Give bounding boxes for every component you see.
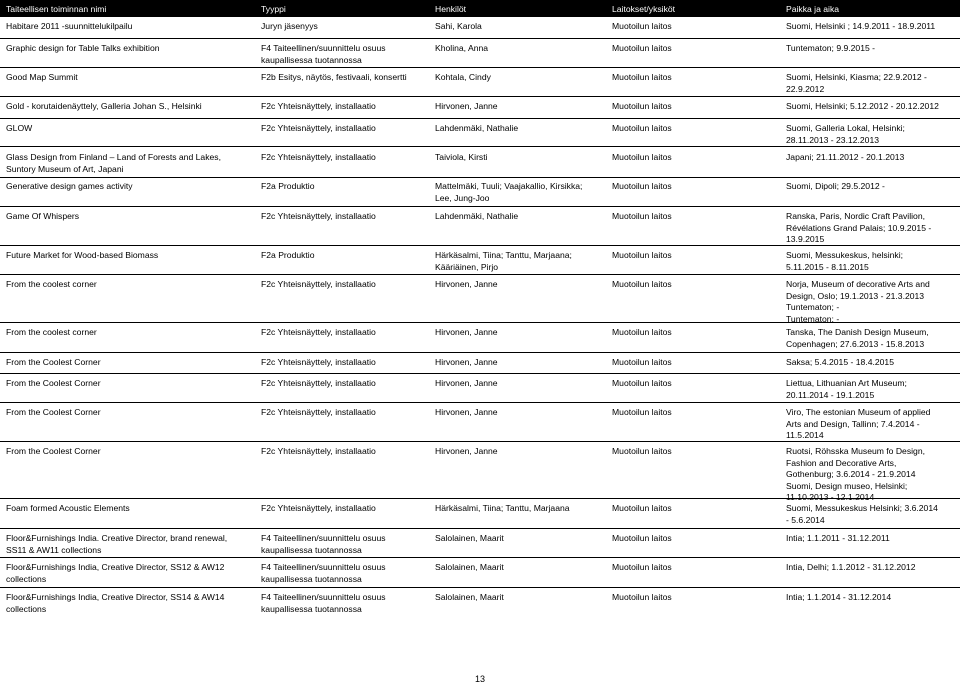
cell-unit-line: Muotoilun laitos: [612, 357, 672, 367]
header-type: Tyyppi: [261, 4, 286, 14]
cell-name-line: collections: [6, 573, 47, 584]
cell-type-line: F2c Yhteisnäyttely, installaatio: [261, 357, 376, 367]
cell-unit-line: Muotoilun laitos: [612, 72, 672, 82]
cell-place-line: Liettua, Lithuanian Art Museum;: [786, 378, 907, 388]
cell-name-line: Habitare 2011 -suunnittelukilpailu: [6, 21, 133, 31]
cell-persons-line: Salolainen, Maarit: [435, 592, 504, 602]
cell-name-line: From the coolest corner: [6, 279, 97, 289]
row-divider: [0, 587, 960, 588]
row-divider: [0, 352, 960, 353]
cell-name-line: Generative design games activity: [6, 181, 133, 191]
cell-place-line: Fashion and Decorative Arts,: [786, 457, 897, 468]
row-divider: [0, 557, 960, 558]
cell-place-line: 20.11.2014 - 19.1.2015: [786, 389, 875, 400]
cell-unit-line: Muotoilun laitos: [612, 250, 672, 260]
cell-persons: [435, 279, 498, 291]
cell-persons-line: Sahi, Karola: [435, 21, 482, 31]
cell-unit-line: Muotoilun laitos: [612, 152, 672, 162]
cell-place: [786, 250, 903, 273]
cell-place-line: Copenhagen; 27.6.2013 - 15.8.2013: [786, 338, 925, 349]
cell-persons-line: Hirvonen, Janne: [435, 407, 498, 417]
cell-place-line: Suomi, Helsinki, Kiasma; 22.9.2012 -: [786, 72, 927, 82]
cell-persons-line: Lahdenmäki, Nathalie: [435, 211, 519, 221]
cell-type: [261, 562, 386, 585]
cell-unit-line: Muotoilun laitos: [612, 21, 672, 31]
cell-place-line: - 5.6.2014: [786, 514, 825, 525]
header-unit: Laitokset/yksiköt: [612, 4, 676, 14]
cell-type: [261, 152, 376, 164]
cell-persons-line: Hirvonen, Janne: [435, 279, 498, 289]
cell-place: [786, 72, 927, 95]
cell-place: [786, 21, 935, 33]
cell-persons: [435, 101, 498, 113]
cell-place-line: Suomi, Design museo, Helsinki;: [786, 480, 908, 491]
cell-place: [786, 407, 930, 442]
cell-type: [261, 327, 376, 339]
cell-place: [786, 357, 894, 369]
cell-unit-line: Muotoilun laitos: [612, 446, 672, 456]
cell-place-line: 22.9.2012: [786, 83, 825, 94]
cell-type: [261, 378, 376, 390]
cell-unit-line: Muotoilun laitos: [612, 503, 672, 513]
cell-name-line: Floor&Furnishings India, Creative Director, SS14 & AW14: [6, 592, 225, 602]
cell-name: [6, 152, 221, 175]
cell-persons: [435, 378, 498, 390]
cell-name-line: collections: [6, 603, 47, 614]
cell-place: [786, 123, 905, 146]
cell-unit-line: Muotoilun laitos: [612, 592, 672, 602]
cell-name-line: Foam formed Acoustic Elements: [6, 503, 130, 513]
cell-place: [786, 43, 875, 55]
cell-type: [261, 446, 376, 458]
cell-name: [6, 378, 101, 390]
cell-unit-line: Muotoilun laitos: [612, 562, 672, 572]
cell-persons-line: Kohtala, Cindy: [435, 72, 491, 82]
cell-place-line: 11.5.2014: [786, 430, 824, 440]
cell-persons-line: Hirvonen, Janne: [435, 446, 498, 456]
cell-unit-line: Muotoilun laitos: [612, 279, 672, 289]
page-number: 13: [474, 674, 485, 684]
cell-name-line: Suntory Museum of Art, Japani: [6, 163, 124, 174]
cell-name-line: Floor&Furnishings India, Creative Director, SS12 & AW12: [6, 562, 225, 572]
cell-unit-line: Muotoilun laitos: [612, 101, 672, 111]
cell-type: [261, 72, 407, 84]
cell-name: [6, 123, 32, 135]
cell-unit: [612, 592, 672, 604]
cell-type-line: F4 Taiteellinen/suunnittelu osuus: [261, 43, 386, 53]
row-divider: [0, 373, 960, 374]
cell-name: [6, 562, 224, 585]
cell-unit: [612, 327, 672, 339]
cell-persons: [435, 72, 491, 84]
cell-type-line: F4 Taiteellinen/suunnittelu osuus: [261, 533, 386, 543]
cell-type-line: F2c Yhteisnäyttely, installaatio: [261, 407, 376, 417]
cell-type-line: kaupallisessa tuotannossa: [261, 573, 362, 584]
cell-type: [261, 279, 376, 291]
cell-name: [6, 250, 158, 262]
row-divider: [0, 177, 960, 178]
cell-type: [261, 211, 376, 223]
cell-name-line: From the Coolest Corner: [6, 378, 101, 388]
cell-type: [261, 592, 386, 615]
cell-persons: [435, 123, 518, 135]
cell-unit: [612, 446, 672, 458]
cell-type-line: F2b Esitys, näytös, festivaali, konsertti: [261, 72, 407, 82]
cell-type-line: F2c Yhteisnäyttely, installaatio: [261, 101, 376, 111]
cell-type-line: Juryn jäsenyys: [261, 21, 318, 31]
cell-name: [6, 446, 101, 458]
cell-persons: [435, 152, 488, 164]
cell-place-line: 5.11.2015 - 8.11.2015: [786, 261, 869, 272]
cell-place-line: Suomi, Helsinki ; 14.9.2011 - 18.9.2011: [786, 21, 936, 31]
cell-name: [6, 357, 101, 369]
cell-unit: [612, 407, 672, 419]
cell-place-line: Suomi, Galleria Lokal, Helsinki;: [786, 123, 905, 133]
cell-type: [261, 101, 376, 113]
cell-unit-line: Muotoilun laitos: [612, 211, 672, 221]
cell-type-line: F2c Yhteisnäyttely, installaatio: [261, 327, 376, 337]
cell-type-line: F2c Yhteisnäyttely, installaatio: [261, 211, 376, 221]
cell-persons-line: Hirvonen, Janne: [435, 327, 498, 337]
cell-persons-line: Salolainen, Maarit: [435, 533, 504, 543]
cell-name-line: From the Coolest Corner: [6, 407, 101, 417]
cell-persons: [435, 327, 498, 339]
cell-type: [261, 181, 315, 193]
row-divider: [0, 38, 960, 39]
cell-persons-line: Salolainen, Maarit: [435, 562, 504, 572]
cell-place-line: Intia, Delhi; 1.1.2012 - 31.12.2012: [786, 562, 916, 572]
cell-persons-line: Kääriäinen, Pirjo: [435, 261, 499, 272]
cell-persons-line: Härkäsalmi, Tiina; Tanttu, Marjaana: [435, 503, 570, 513]
cell-place-line: Ranska, Paris, Nordic Craft Pavilion,: [786, 211, 925, 221]
cell-place-line: Suomi, Messukeskus Helsinki; 3.6.2014: [786, 503, 938, 513]
cell-name: [6, 503, 130, 515]
header-name: Taiteellisen toiminnan nimi: [6, 4, 107, 14]
cell-type: [261, 21, 318, 33]
cell-type-line: F4 Taiteellinen/suunnittelu osuus: [261, 562, 386, 572]
cell-name-line: Floor&Furnishings India. Creative Director, brand renewal,: [6, 533, 228, 543]
cell-persons: [435, 407, 498, 419]
cell-place: [786, 446, 925, 504]
cell-place: [786, 181, 885, 193]
cell-unit: [612, 152, 672, 164]
cell-persons: [435, 562, 504, 574]
cell-place-line: Ruotsi, Röhsska Museum fo Design,: [786, 446, 925, 456]
cell-place: [786, 101, 939, 113]
cell-persons: [435, 533, 504, 545]
cell-unit: [612, 279, 672, 291]
cell-place: [786, 562, 915, 574]
cell-persons: [435, 357, 498, 369]
cell-name: [6, 592, 224, 615]
cell-name: [6, 101, 202, 113]
row-divider: [0, 118, 960, 119]
cell-persons: [435, 21, 482, 33]
cell-unit-line: Muotoilun laitos: [612, 407, 672, 417]
cell-type: [261, 250, 315, 262]
cell-place: [786, 327, 929, 350]
cell-name: [6, 72, 78, 84]
cell-place-line: Tanska, The Danish Design Museum,: [786, 327, 929, 337]
cell-place-line: Suomi, Messukeskus, helsinki;: [786, 250, 904, 260]
cell-type-line: F2a Produktio: [261, 250, 315, 260]
table-header: [0, 0, 960, 17]
cell-type-line: F2a Produktio: [261, 181, 315, 191]
cell-type-line: F2c Yhteisnäyttely, installaatio: [261, 123, 376, 133]
cell-type: [261, 503, 376, 515]
cell-name: [6, 21, 132, 33]
cell-place-line: Norja, Museum of decorative Arts and: [786, 279, 930, 289]
cell-place-line: Intia; 1.1.2011 - 31.12.2011: [786, 533, 890, 543]
cell-unit-line: Muotoilun laitos: [612, 378, 672, 388]
cell-unit: [612, 503, 672, 515]
cell-type: [261, 357, 376, 369]
cell-persons-line: Hirvonen, Janne: [435, 378, 498, 388]
cell-persons: [435, 250, 572, 273]
cell-name: [6, 211, 79, 223]
cell-name-line: Good Map Summit: [6, 72, 78, 82]
cell-unit: [612, 378, 672, 390]
cell-name-line: GLOW: [6, 123, 33, 133]
row-divider: [0, 146, 960, 147]
cell-place-line: Tuntematon; 9.9.2015 -: [786, 43, 876, 53]
cell-unit: [612, 533, 672, 545]
cell-name-line: SS11 & AW11 collections: [6, 544, 102, 555]
cell-type-line: kaupallisessa tuotannossa: [261, 54, 362, 65]
cell-place-line: Tuntematon; -: [786, 313, 840, 324]
cell-name-line: From the coolest corner: [6, 327, 97, 337]
row-divider: [0, 96, 960, 97]
cell-place: [786, 378, 907, 401]
cell-unit: [612, 211, 672, 223]
row-divider: [0, 528, 960, 529]
cell-name: [6, 533, 227, 556]
cell-name-line: From the Coolest Corner: [6, 357, 101, 367]
cell-type-line: kaupallisessa tuotannossa: [261, 603, 362, 614]
cell-persons-line: Hirvonen, Janne: [435, 101, 498, 111]
cell-place: [786, 533, 890, 545]
cell-place-line: Viro, The estonian Museum of applied: [786, 407, 931, 417]
cell-unit: [612, 72, 672, 84]
row-divider: [0, 402, 960, 403]
cell-persons-line: Taiviola, Kirsti: [435, 152, 488, 162]
cell-type-line: F2c Yhteisnäyttely, installaatio: [261, 378, 376, 388]
cell-name: [6, 327, 97, 339]
cell-type: [261, 123, 376, 135]
cell-name-line: Glass Design from Finland – Land of Forests and Lakes,: [6, 152, 221, 162]
cell-place-line: Révélations Grand Palais; 10.9.2015 -: [786, 222, 932, 233]
cell-name-line: Future Market for Wood-based Biomass: [6, 250, 159, 260]
cell-name-line: Game Of Whispers: [6, 211, 80, 221]
cell-persons: [435, 503, 570, 515]
cell-unit: [612, 43, 672, 55]
cell-type-line: F4 Taiteellinen/suunnittelu osuus: [261, 592, 386, 602]
cell-name-line: Graphic design for Table Talks exhibition: [6, 43, 160, 53]
cell-place: [786, 592, 891, 604]
cell-place-line: Japani; 21.11.2012 - 20.1.2013: [786, 152, 905, 162]
cell-persons-line: Hirvonen, Janne: [435, 357, 498, 367]
cell-unit-line: Muotoilun laitos: [612, 43, 672, 53]
cell-place-line: Saksa; 5.4.2015 - 18.4.2015: [786, 357, 894, 367]
cell-persons: [435, 43, 488, 55]
cell-unit: [612, 250, 672, 262]
cell-place-line: Gothenburg; 3.6.2014 - 21.9.2014: [786, 469, 916, 479]
cell-type-line: F2c Yhteisnäyttely, installaatio: [261, 503, 376, 513]
cell-unit: [612, 357, 672, 369]
cell-place-line: 11.10.2013 - 12.1.2014: [786, 492, 875, 502]
cell-place-line: Tuntematon; -: [786, 302, 840, 312]
cell-type-line: F2c Yhteisnäyttely, installaatio: [261, 446, 376, 456]
cell-place-line: Suomi, Helsinki; 5.12.2012 - 20.12.2012: [786, 101, 939, 111]
cell-place-line: Suomi, Dipoli; 29.5.2012 -: [786, 181, 885, 191]
cell-persons: [435, 211, 518, 223]
cell-persons-line: Lee, Jung-Joo: [435, 192, 490, 203]
cell-name: [6, 407, 101, 419]
cell-persons: [435, 592, 504, 604]
cell-persons: [435, 446, 498, 458]
cell-type-line: F2c Yhteisnäyttely, installaatio: [261, 152, 376, 162]
cell-place-line: Arts and Design, Tallinn; 7.4.2014 -: [786, 418, 920, 429]
cell-unit-line: Muotoilun laitos: [612, 533, 672, 543]
cell-place: [786, 503, 938, 526]
cell-type-line: F2c Yhteisnäyttely, installaatio: [261, 279, 376, 289]
cell-persons-line: Härkäsalmi, Tiina; Tanttu, Marjaana;: [435, 250, 572, 260]
cell-unit: [612, 101, 672, 113]
cell-type: [261, 407, 376, 419]
cell-unit: [612, 21, 672, 33]
cell-place-line: Intia; 1.1.2014 - 31.12.2014: [786, 592, 892, 602]
cell-persons: [435, 181, 582, 204]
cell-place: [786, 152, 904, 164]
row-divider: [0, 206, 960, 207]
cell-unit: [612, 181, 672, 193]
cell-unit: [612, 562, 672, 574]
cell-persons-line: Kholina, Anna: [435, 43, 489, 53]
cell-place-line: 13.9.2015: [786, 234, 825, 244]
row-divider: [0, 67, 960, 68]
cell-unit-line: Muotoilun laitos: [612, 327, 672, 337]
row-divider: [0, 274, 960, 275]
cell-place: [786, 279, 930, 325]
cell-name: [6, 43, 160, 55]
header-place: Paikka ja aika: [786, 4, 840, 14]
header-persons: Henkilöt: [435, 4, 467, 14]
cell-persons-line: Lahdenmäki, Nathalie: [435, 123, 519, 133]
cell-unit: [612, 123, 672, 135]
cell-unit-line: Muotoilun laitos: [612, 123, 672, 133]
cell-name-line: From the Coolest Corner: [6, 446, 101, 456]
cell-name: [6, 279, 97, 291]
cell-name: [6, 181, 133, 193]
cell-type-line: kaupallisessa tuotannossa: [261, 544, 362, 555]
cell-unit-line: Muotoilun laitos: [612, 181, 672, 191]
cell-place: [786, 211, 931, 246]
cell-place-line: 28.11.2013 - 23.12.2013: [786, 134, 880, 145]
cell-persons-line: Mattelmäki, Tuuli; Vaajakallio, Kirsikka;: [435, 181, 583, 191]
cell-type: [261, 43, 386, 66]
cell-name-line: Gold - korutaidenäyttely, Galleria Johan S., Helsinki: [6, 101, 202, 111]
cell-type: [261, 533, 386, 556]
cell-place-line: Design, Oslo; 19.1.2013 - 21.3.2013: [786, 290, 925, 301]
